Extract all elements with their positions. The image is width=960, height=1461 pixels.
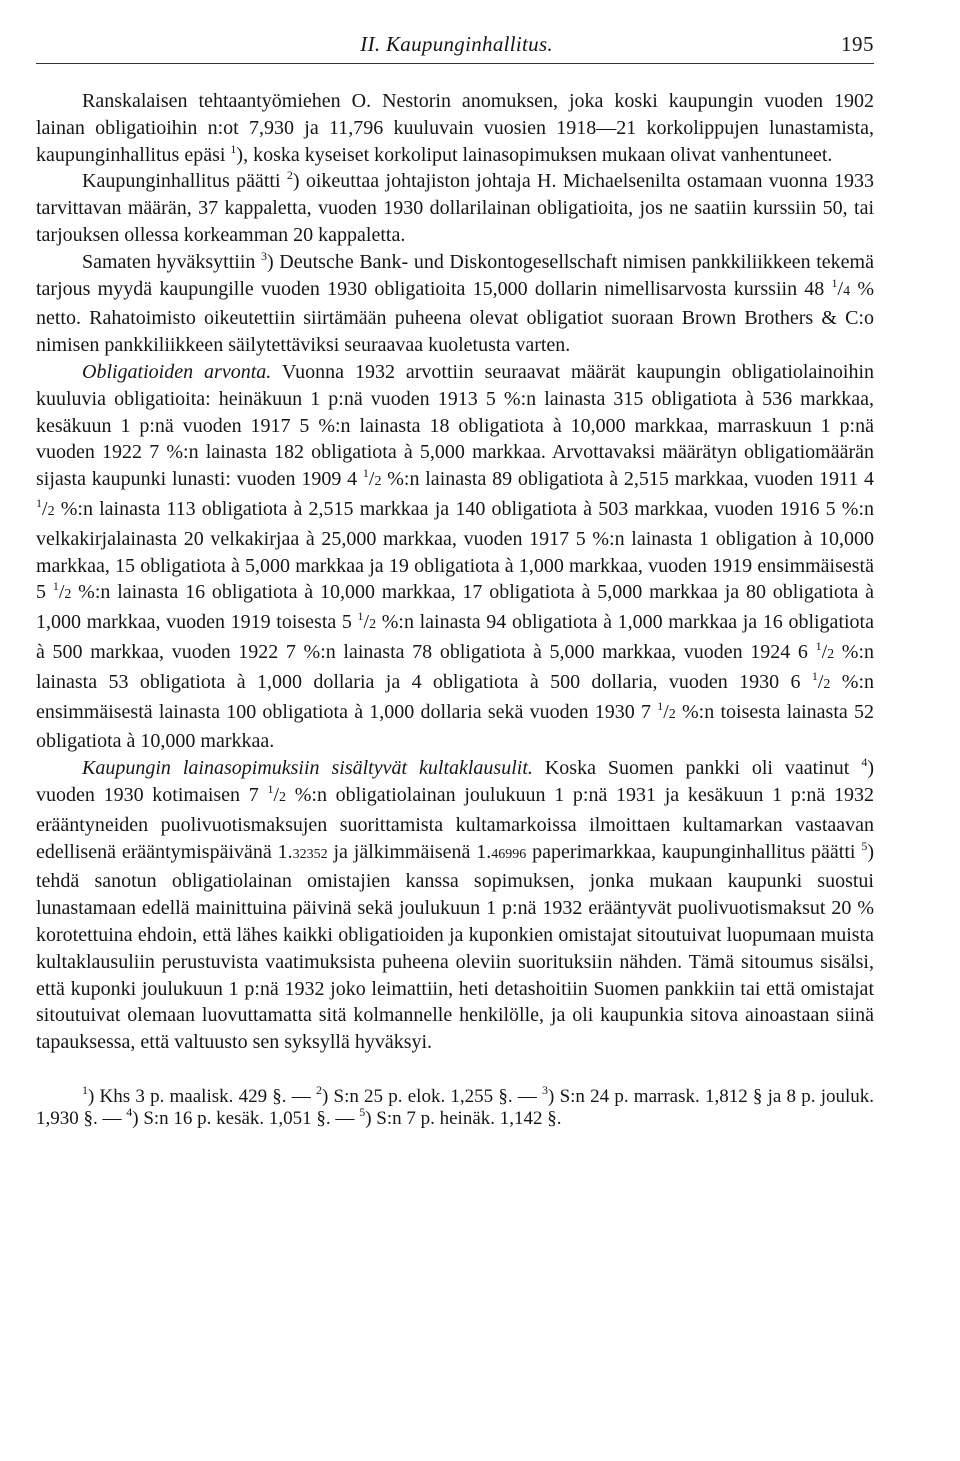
text-run: % netto. Rahatoimisto oikeutettiin siirtämään puheena olevat obligatiot suoraan Brown Brothers & C:o nimisen pankkiliikkeen säilytettäviksi seuraavaa kuoletusta varten. (36, 277, 874, 357)
text-run: / (821, 640, 828, 663)
text-run: ) oikeuttaa johtajiston johtaja H. Michaelsenilta ostamaan vuonna 1933 tarvittavan määrän, 37 kappaletta, vuoden 1930 dollarilainan obligatioita, jos ne saatiin kurssiin 50, tai tarjouksen ollessa korkeamman 20 kappaletta. (36, 170, 874, 246)
text-run: ) tehdä sanotun obligatiolainan omistajien kanssa sopimuksen, jonka mukaan kaupunki suostui lunastamaan edellä mainittuina päivinä sekä joulukuun 1 p:nä 1932 erääntyvät puolivuotismaksut 20 % korotettuina ehdoin, että lähes kaikki obligatioiden ja kuponkien omistajat sitoutuivat luopumaan muista kultaklausuliin perustuvista vaatimuksista puheena oleviin suorituksiin nähden. Tämä sitoumus sisälsi, että kuponki joulukuun 1 p:nä 1932 joko leimattiin, heti detashoitiin Suomen pankkiin tai että omistajat sitoutuivat olemaan luovuttamatta sitä kolmannelle henkilölle, ja oli kaupunkia sitova ainoastaan siinä tapauksessa, että valtuusto sen syksyllä hyväksyi. (36, 840, 874, 1054)
small-numeral: 2 (279, 789, 287, 805)
text-run: ) Khs 3 p. maalisk. 429 §. — (88, 1085, 316, 1107)
footnote-ref: 1 (267, 781, 274, 796)
paragraph (36, 168, 874, 248)
text-run: paperimarkkaa, kaupunginhallitus päätti (526, 840, 862, 863)
text-run: Koska Suomen pankki oli vaatinut (532, 757, 862, 780)
small-numeral: 2 (369, 617, 377, 633)
running-title: II. Kaupunginhallitus. (360, 32, 553, 56)
text-run: / (273, 783, 280, 806)
small-numeral: 2 (827, 646, 835, 662)
text-run: / (817, 670, 824, 693)
small-numeral: 32352 (292, 846, 328, 862)
paragraph (36, 249, 874, 359)
footnote-ref: 1 (657, 698, 664, 713)
text-run: %:n obligatiolainan joulukuun 1 p:nä 1931 ja kesäkuun 1 p:nä 1932 erääntyneiden puolivuotismaksujen suorittamista kultamarkoissa ilmoittaen kultamarkan vastaavan edellisenä erääntymispäivänä 1. (36, 783, 875, 863)
footnote-ref: 2 (286, 168, 293, 183)
body-text (36, 88, 874, 1056)
footnote-ref: 4 (861, 755, 868, 770)
text-run: Samaten hyväksyttiin (82, 250, 261, 273)
paragraph (36, 88, 874, 168)
text-run: %:n lainasta 89 obligatiota à 2,515 markkaa, vuoden 1911 4 (381, 468, 875, 491)
italic-heading: Kaupungin lainasopimuksiin sisältyvät kultaklausulit. (82, 757, 533, 780)
footnote-ref: 1 (831, 275, 838, 290)
footnote-text (36, 1082, 875, 1130)
text-run: %:n lainasta 16 obligatiota à 10,000 markkaa, 17 obligatiota à 5,000 markkaa ja 80 obligatiota à 1,000 markkaa, vuoden 1919 toisesta 5 (36, 581, 875, 634)
text-run: ja jälkimmäisenä 1. (327, 840, 492, 863)
text-run: / (363, 611, 370, 634)
footnote-ref: 1 (357, 609, 364, 624)
page-number: 195 (841, 32, 874, 56)
text-run: ) vuoden 1930 kotimaisen 7 (36, 757, 874, 806)
text-run: Ranskalaisen tehtaantyömiehen O. Nestorin anomuksen, joka koski kaupungin vuoden 1902 lainan obligatioihin n:ot 7,930 ja 11,796 kuuluvain vuosien 1918—21 korkolippujen lunastamista, kaupunginhallitus epäsi (36, 90, 874, 166)
footnote-ref: 5 (359, 1104, 366, 1119)
small-numeral: 2 (64, 587, 72, 603)
text-run: %:n lainasta 53 obligatiota à 1,000 dollaria ja 4 obligatiota à 500 dollaria, vuoden 1930 6 (36, 640, 874, 693)
footnote-ref: 3 (542, 1082, 549, 1097)
small-numeral: 2 (668, 706, 676, 722)
text-run: Kaupunginhallitus päätti (82, 170, 287, 193)
footnotes (36, 1082, 875, 1130)
text-run: ), koska kyseiset korkoliput lainasopimuksen mukaan olivat vanhentuneet. (236, 143, 833, 166)
text-run: ) S:n 24 p. marrask. 1,812 § ja 8 p. jouluk. 1,930 §. — (36, 1085, 875, 1129)
text-run: ) S:n 16 p. kesäk. 1,051 §. — (132, 1107, 360, 1129)
footnote-ref: 1 (52, 579, 59, 594)
text-run: / (58, 581, 65, 604)
footnote-ref: 1 (36, 495, 42, 510)
italic-heading: Obligatioiden arvonta. (82, 360, 272, 383)
footnote-ref: 1 (82, 1082, 88, 1097)
text-run: / (368, 468, 375, 491)
text-run: ) S:n 7 p. heinäk. 1,142 §. (365, 1107, 562, 1129)
footnote-ref: 1 (815, 638, 822, 653)
text-run: %:n toisesta lainasta 52 obligatiota à 10,000 markkaa. (36, 700, 875, 753)
footnote-ref: 1 (811, 668, 818, 683)
text-run: %:n lainasta 94 obligatiota à 1,000 markkaa ja 16 obligatiota à 500 markkaa, vuoden 1922 7 %:n lainasta 78 obligatiota à 5,000 markkaa, vuoden 1924 6 (36, 611, 874, 663)
paragraph (36, 359, 874, 755)
paragraph (36, 755, 874, 1056)
text-run: Vuonna 1932 arvottiin seuraavat määrät kaupungin obligatiolainoihin kuuluvia obligatioita: heinäkuun 1 p:nä vuoden 1913 5 %:n lainasta 315 obligatiota à 536 markkaa, kesäkuun 1 p:nä vuoden 1917 5 %:n lainasta 18 obligatiota à 10,000 markkaa, marraskuun 1 p:nä vuoden 1922 7 %:n lainasta 182 obligatiota à 5,000 markkaa. Arvottavaksi määrätyn obligatiomäärän sijasta kaupunki lunasti: vuoden 1909 4 (36, 360, 874, 491)
footnote-ref: 1 (362, 466, 369, 481)
text-run: %:n lainasta 113 obligatiota à 2,515 markkaa ja 140 obligatiota à 503 markkaa, vuoden 1916 5 %:n velkakirjalainasta 20 velkakirjaa à 25,000 markkaa, vuoden 1917 5 %:n lainasta 1 obligation à 10,000 markkaa, 15 obligatiota à 5,000 markkaa ja 19 obligatiota à 1,000 markkaa, vuoden 1919 ensimmäisestä 5 (36, 497, 874, 604)
footnote-ref: 4 (126, 1104, 133, 1119)
text-run: / (42, 497, 48, 520)
footnote-ref: 1 (230, 141, 237, 156)
small-numeral: 4 (843, 283, 851, 299)
text-run: ) S:n 25 p. elok. 1,255 §. — (321, 1085, 543, 1107)
footnote-ref: 2 (315, 1082, 322, 1097)
footnote-ref: 5 (861, 838, 868, 853)
text-run: %:n ensimmäisestä lainasta 100 obligatiota à 1,000 dollaria sekä vuoden 1930 7 (36, 670, 875, 723)
text-run: / (837, 277, 844, 300)
text-run: / (663, 700, 669, 723)
small-numeral: 2 (823, 676, 831, 692)
text-run: ) Deutsche Bank- und Diskontogesellschaft nimisen pankkiliikkeen tekemä tarjous myydä kaupungille vuoden 1930 obligatioita 15,000 dollarin nimellisarvosta kurssiin 48 (36, 250, 874, 300)
page-header (36, 30, 874, 64)
footnote-ref: 3 (261, 248, 267, 263)
small-numeral: 46996 (491, 846, 527, 862)
small-numeral: 2 (374, 474, 382, 490)
small-numeral: 2 (47, 503, 55, 519)
